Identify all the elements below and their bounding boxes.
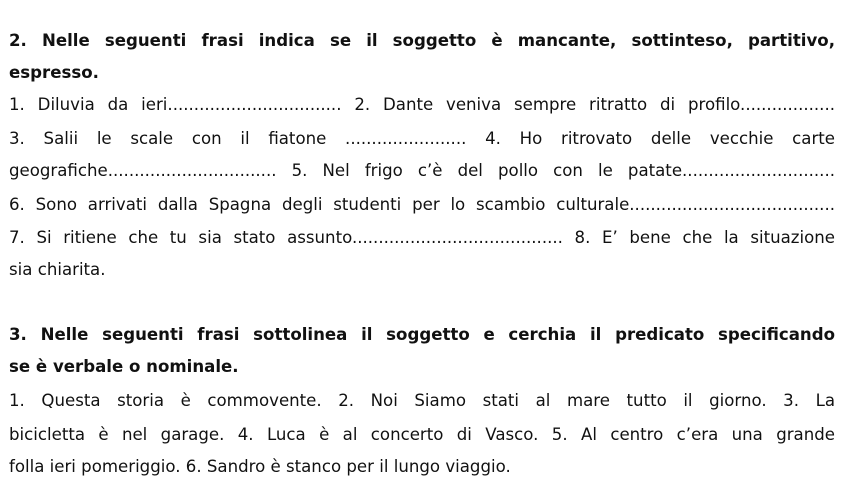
exercise-2-line-2: 3. Salii le scale con il fiatone ....................... 4. Ho ritrovato delle vecchie carte [9, 129, 835, 148]
exercise-2-heading-line-2: espresso. [9, 63, 99, 82]
exercise-2-heading-line-1: 2. Nelle seguenti frasi indica se il soggetto è mancante, sottinteso, partitivo, [9, 31, 835, 50]
exercise-2-line-4: 6. Sono arrivati dalla Spagna degli studenti per lo scambio culturale....................................... [9, 195, 835, 214]
exercise-3-heading-line-2: se è verbale o nominale. [9, 357, 239, 376]
exercise-2-line-3: geografiche................................ 5. Nel frigo c’è del pollo con le patate............................. [9, 161, 835, 180]
exercise-3-line-3: folla ieri pomeriggio. 6. Sandro è stanco per il lungo viaggio. [9, 457, 511, 476]
exercise-2-line-6: sia chiarita. [9, 260, 106, 279]
exercise-3-line-1: 1. Questa storia è commovente. 2. Noi Siamo stati al mare tutto il giorno. 3. La [9, 391, 835, 410]
exercise-3-line-2: bicicletta è nel garage. 4. Luca è al concerto di Vasco. 5. Al centro c’era una grande [9, 425, 835, 444]
exercise-2-line-1: 1. Diluvia da ieri................................. 2. Dante veniva sempre ritratto di profilo.................. [9, 95, 835, 114]
exercise-2-line-5: 7. Si ritiene che tu sia stato assunto........................................ 8. E’ bene che la situazione [9, 228, 835, 247]
exercise-3-heading-line-1: 3. Nelle seguenti frasi sottolinea il soggetto e cerchia il predicato specificando [9, 325, 835, 344]
